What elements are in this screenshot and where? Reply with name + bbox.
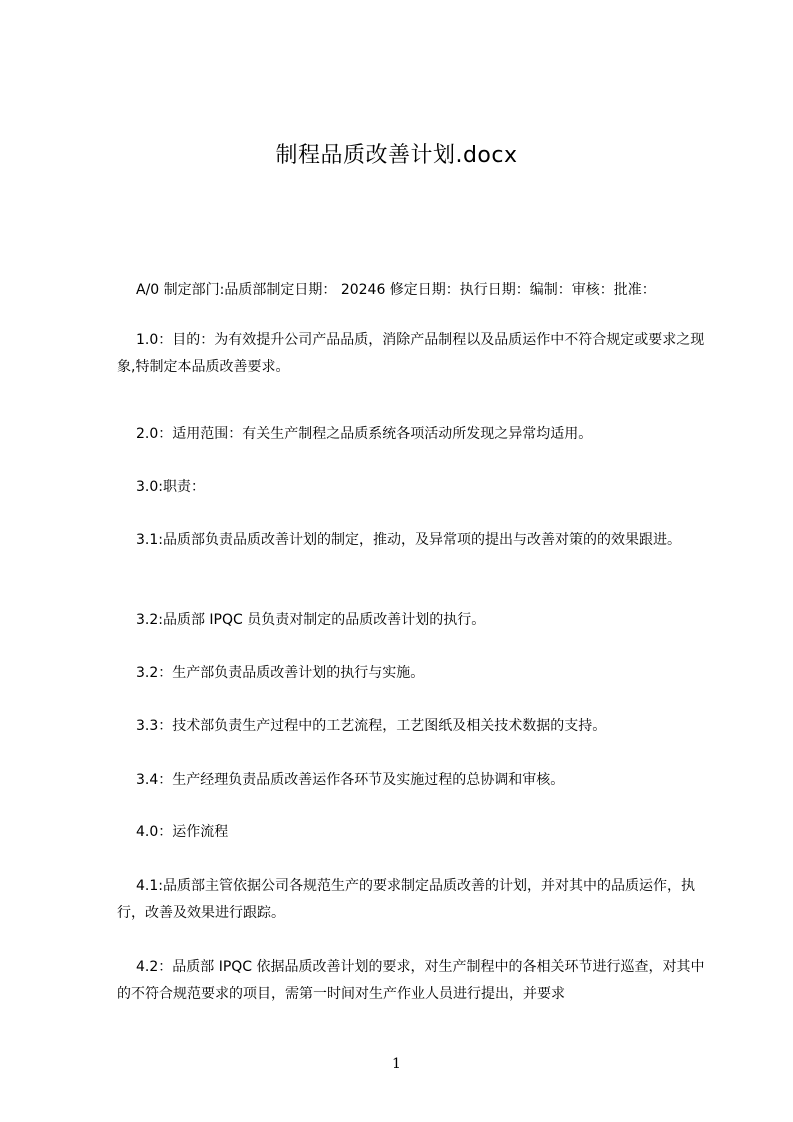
workflow-4-2-paragraph: 4.2：品质部 IPQC 依据品质改善计划的要求，对生产制程中的各相关环节进行巡查，对其中的不符合规范要求的项目，需第一时间对生产作业人员进行提出，并要求 — [117, 959, 705, 1002]
responsibility-3-1-paragraph: 3.1:品质部负责品质改善计划的制定，推动，及异常项的提出与改善对策的的效果跟进。 — [136, 532, 681, 548]
page-number: 1 — [392, 1056, 401, 1072]
header-info-paragraph: A/0 制定部门:品质部制定日期： 20246 修定日期：执行日期：编制：审核：批准： — [136, 282, 656, 298]
responsibility-3-2-production-paragraph: 3.2：生产部负责品质改善计划的执行与实施。 — [136, 665, 425, 681]
responsibility-3-3-paragraph: 3.3：技术部负责生产过程中的工艺流程，工艺图纸及相关技术数据的支持。 — [136, 718, 607, 734]
workflow-4-1-paragraph: 4.1:品质部主管依据公司各规范生产的要求制定品质改善的计划，并对其中的品质运作，执行，改善及效果进行跟踪。 — [117, 878, 695, 921]
document-title: 制程品质改善计划.docx — [275, 143, 518, 168]
workflow-heading: 4.0：运作流程 — [136, 824, 229, 840]
purpose-paragraph: 1.0：目的：为有效提升公司产品品质，消除产品制程以及品质运作中不符合规定或要求之现象,特制定本品质改善要求。 — [117, 332, 705, 375]
scope-paragraph: 2.0：适用范围：有关生产制程之品质系统各项活动所发现之异常均适用。 — [136, 426, 593, 442]
responsibilities-heading: 3.0:职责： — [136, 479, 205, 495]
responsibility-3-2-ipqc-paragraph: 3.2:品质部 IPQC 员负责对制定的品质改善计划的执行。 — [136, 612, 486, 628]
responsibility-3-4-paragraph: 3.4：生产经理负责品质改善运作各环节及实施过程的总协调和审核。 — [136, 772, 565, 788]
